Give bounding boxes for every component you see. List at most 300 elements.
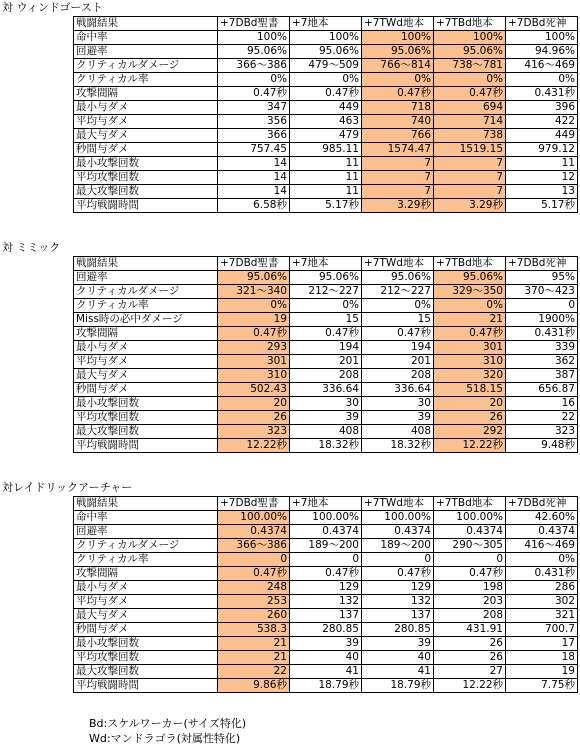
value-cell: 253 (218, 595, 290, 609)
value-cell: 0.4374 (434, 525, 506, 539)
value-cell: 0.47秒 (290, 87, 362, 101)
value-cell: 740 (362, 115, 434, 129)
table-row (74, 271, 578, 285)
value-cell: 0 (290, 553, 362, 567)
value-cell: 39 (362, 637, 434, 651)
header-cell: +7地本 (290, 497, 362, 511)
value-cell: 280.85 (362, 623, 434, 637)
header-cell: +7TWd地本 (362, 257, 434, 271)
value-cell: 310 (218, 369, 290, 383)
table-row (74, 581, 578, 595)
row-label: 平均戦闘時間 (74, 439, 218, 453)
value-cell: 0 (434, 553, 506, 567)
value-cell: 260 (218, 609, 290, 623)
value-cell: 95.06% (362, 45, 434, 59)
raydric-archer-table (73, 496, 578, 693)
row-label: 最大攻撃回数 (74, 665, 218, 679)
value-cell: 0% (434, 73, 506, 87)
row-label: 最大与ダメ (74, 609, 218, 623)
table-row (74, 31, 578, 45)
value-cell: 0.431秒 (506, 567, 578, 581)
row-label: 平均戦闘時間 (74, 679, 218, 693)
value-cell: 100.00% (434, 511, 506, 525)
row-label: 攻撃間隔 (74, 87, 218, 101)
value-cell: 21 (218, 651, 290, 665)
value-cell: 985.11 (290, 143, 362, 157)
value-cell: 129 (362, 581, 434, 595)
value-cell: 408 (290, 425, 362, 439)
value-cell: 189～200 (290, 539, 362, 553)
value-cell: 5.17秒 (506, 199, 578, 213)
note-bd: Bd:スケルワーカー(サイズ特化) (89, 717, 247, 730)
value-cell: 95.06% (218, 45, 290, 59)
value-cell: 95% (506, 271, 578, 285)
value-cell: 95.06% (290, 45, 362, 59)
value-cell: 9.48秒 (506, 439, 578, 453)
value-cell: 26 (434, 651, 506, 665)
value-cell: 39 (362, 411, 434, 425)
value-cell: 26 (434, 637, 506, 651)
value-cell: 41 (290, 665, 362, 679)
value-cell: 700.7 (506, 623, 578, 637)
value-cell: 12.22秒 (434, 679, 506, 693)
row-label: クリティカル率 (74, 73, 218, 87)
header-label-cell: 戦闘結果 (74, 257, 218, 271)
value-cell: 30 (290, 397, 362, 411)
row-label: クリティカル率 (74, 299, 218, 313)
value-cell: 366 (218, 129, 290, 143)
row-label: 攻撃間隔 (74, 567, 218, 581)
value-cell: 95.06% (434, 271, 506, 285)
value-cell: 201 (290, 355, 362, 369)
value-cell: 7 (434, 185, 506, 199)
value-cell: 7.75秒 (506, 679, 578, 693)
value-cell: 738～781 (434, 59, 506, 73)
value-cell: 757.45 (218, 143, 290, 157)
value-cell: 422 (506, 115, 578, 129)
value-cell: 714 (434, 115, 506, 129)
value-cell: 7 (362, 171, 434, 185)
table-row (74, 665, 578, 679)
row-label: クリティカルダメージ (74, 59, 218, 73)
value-cell: 408 (362, 425, 434, 439)
table-row (74, 185, 578, 199)
value-cell: 0% (362, 299, 434, 313)
value-cell: 449 (290, 101, 362, 115)
value-cell: 14 (218, 157, 290, 171)
value-cell: 26 (434, 411, 506, 425)
row-label: クリティカルダメージ (74, 539, 218, 553)
row-label: 最大与ダメ (74, 129, 218, 143)
value-cell: 19 (218, 313, 290, 327)
wind-ghost-table (73, 16, 578, 213)
header-row (74, 257, 578, 271)
value-cell: 212～227 (362, 285, 434, 299)
header-cell: +7TWd地本 (362, 17, 434, 31)
value-cell: 0% (218, 299, 290, 313)
table-row (74, 397, 578, 411)
value-cell: 1574.47 (362, 143, 434, 157)
value-cell: 7 (362, 157, 434, 171)
value-cell: 19 (506, 665, 578, 679)
value-cell: 129 (290, 581, 362, 595)
value-cell: 94.96% (506, 45, 578, 59)
value-cell: 100% (362, 31, 434, 45)
value-cell: 0.4374 (290, 525, 362, 539)
value-cell: 212～227 (290, 285, 362, 299)
table-row (74, 157, 578, 171)
value-cell: 15 (290, 313, 362, 327)
value-cell: 738 (434, 129, 506, 143)
value-cell: 302 (506, 595, 578, 609)
value-cell: 0 (362, 553, 434, 567)
table-row (74, 637, 578, 651)
row-label: 最小攻撃回数 (74, 397, 218, 411)
value-cell: 5.17秒 (290, 199, 362, 213)
value-cell: 449 (506, 129, 578, 143)
table-row (74, 199, 578, 213)
row-label: 秒間与ダメ (74, 383, 218, 397)
value-cell: 22 (506, 411, 578, 425)
row-label: 秒間与ダメ (74, 623, 218, 637)
value-cell: 42.60% (506, 511, 578, 525)
value-cell: 100% (506, 31, 578, 45)
section-title-mimic: 対 ミミック (2, 241, 61, 254)
value-cell: 336.64 (290, 383, 362, 397)
value-cell: 18 (506, 651, 578, 665)
value-cell: 310 (434, 355, 506, 369)
table-row (74, 651, 578, 665)
value-cell: 0.47秒 (218, 87, 290, 101)
value-cell: 0.47秒 (434, 567, 506, 581)
table-row (74, 679, 578, 693)
table-row (74, 411, 578, 425)
value-cell: 189～200 (362, 539, 434, 553)
table-row (74, 45, 578, 59)
value-cell: 18.79秒 (362, 679, 434, 693)
value-cell: 0.47秒 (218, 327, 290, 341)
value-cell: 387 (506, 369, 578, 383)
table-row (74, 143, 578, 157)
value-cell: 7 (434, 157, 506, 171)
table-row (74, 525, 578, 539)
row-label: 最大攻撃回数 (74, 425, 218, 439)
value-cell: 18.32秒 (362, 439, 434, 453)
value-cell: 194 (290, 341, 362, 355)
value-cell: 656.87 (506, 383, 578, 397)
value-cell: 0.47秒 (362, 87, 434, 101)
value-cell: 292 (434, 425, 506, 439)
value-cell: 7 (434, 171, 506, 185)
value-cell: 0% (290, 299, 362, 313)
value-cell: 323 (218, 425, 290, 439)
value-cell: 0.47秒 (290, 567, 362, 581)
header-cell: +7DBd聖書 (218, 497, 290, 511)
value-cell: 95.06% (218, 271, 290, 285)
value-cell: 12 (506, 171, 578, 185)
value-cell: 0.4374 (218, 525, 290, 539)
value-cell: 0% (506, 73, 578, 87)
value-cell: 132 (290, 595, 362, 609)
value-cell: 0 (218, 553, 290, 567)
row-label: 平均与ダメ (74, 115, 218, 129)
table-row (74, 101, 578, 115)
header-cell: +7TBd地本 (434, 257, 506, 271)
value-cell: 0.47秒 (362, 327, 434, 341)
value-cell: 0.47秒 (218, 567, 290, 581)
row-label: 平均戦闘時間 (74, 199, 218, 213)
value-cell: 0.431秒 (506, 327, 578, 341)
value-cell: 21 (218, 637, 290, 651)
value-cell: 95.06% (290, 271, 362, 285)
row-label: 平均攻撃回数 (74, 171, 218, 185)
value-cell: 208 (434, 609, 506, 623)
value-cell: 30 (362, 397, 434, 411)
value-cell: 198 (434, 581, 506, 595)
row-label: 最小与ダメ (74, 581, 218, 595)
value-cell: 979.12 (506, 143, 578, 157)
value-cell: 11 (290, 171, 362, 185)
value-cell: 0% (434, 299, 506, 313)
table-row (74, 129, 578, 143)
value-cell: 39 (290, 637, 362, 651)
value-cell: 0.47秒 (434, 87, 506, 101)
table-row (74, 313, 578, 327)
value-cell: 0% (290, 73, 362, 87)
section-title-wind-ghost: 対 ウィンドゴースト (2, 1, 103, 14)
value-cell: 366～386 (218, 539, 290, 553)
table-row (74, 595, 578, 609)
row-label: 命中率 (74, 31, 218, 45)
table-row (74, 355, 578, 369)
header-cell: +7TBd地本 (434, 497, 506, 511)
table-row (74, 439, 578, 453)
value-cell: 39 (290, 411, 362, 425)
value-cell: 339 (506, 341, 578, 355)
value-cell: 9.86秒 (218, 679, 290, 693)
value-cell: 766 (362, 129, 434, 143)
row-label: Miss時の必中ダメージ (74, 313, 218, 327)
value-cell: 95.06% (434, 45, 506, 59)
row-label: 最小与ダメ (74, 341, 218, 355)
value-cell: 0.431秒 (506, 87, 578, 101)
table-row (74, 73, 578, 87)
value-cell: 11 (290, 185, 362, 199)
value-cell: 323 (506, 425, 578, 439)
value-cell: 0% (506, 553, 578, 567)
row-label: 命中率 (74, 511, 218, 525)
row-label: 最小攻撃回数 (74, 157, 218, 171)
header-cell: +7DBd聖書 (218, 17, 290, 31)
value-cell: 14 (218, 171, 290, 185)
value-cell: 15 (362, 313, 434, 327)
value-cell: 0% (218, 73, 290, 87)
value-cell: 0% (362, 73, 434, 87)
value-cell: 356 (218, 115, 290, 129)
note-wd: Wd:マンドラゴラ(対属性特化) (89, 732, 241, 745)
table-row (74, 171, 578, 185)
value-cell: 321 (506, 609, 578, 623)
value-cell: 194 (362, 341, 434, 355)
value-cell: 26 (218, 411, 290, 425)
value-cell: 201 (362, 355, 434, 369)
value-cell: 0.47秒 (434, 327, 506, 341)
value-cell: 95.06% (362, 271, 434, 285)
value-cell: 20 (434, 397, 506, 411)
value-cell: 1519.15 (434, 143, 506, 157)
value-cell: 280.85 (290, 623, 362, 637)
row-label: 最大与ダメ (74, 369, 218, 383)
table-row (74, 285, 578, 299)
table-row (74, 553, 578, 567)
value-cell: 100.00% (218, 511, 290, 525)
legend-notes (89, 716, 246, 746)
value-cell: 12.22秒 (218, 439, 290, 453)
value-cell: 694 (434, 101, 506, 115)
table-row (74, 539, 578, 553)
header-cell: +7DBd死神 (506, 497, 578, 511)
value-cell: 7 (362, 185, 434, 199)
value-cell: 18.79秒 (290, 679, 362, 693)
table-row (74, 623, 578, 637)
table-row (74, 327, 578, 341)
value-cell: 286 (506, 581, 578, 595)
row-label: クリティカル率 (74, 553, 218, 567)
header-cell: +7地本 (290, 257, 362, 271)
value-cell: 479 (290, 129, 362, 143)
value-cell: 347 (218, 101, 290, 115)
row-label: 平均攻撃回数 (74, 411, 218, 425)
value-cell: 11 (290, 157, 362, 171)
value-cell: 40 (362, 651, 434, 665)
row-label: 攻撃間隔 (74, 327, 218, 341)
value-cell: 718 (362, 101, 434, 115)
value-cell: 100.00% (362, 511, 434, 525)
header-cell: +7DBd聖書 (218, 257, 290, 271)
value-cell: 3.29秒 (362, 199, 434, 213)
table-row (74, 59, 578, 73)
table-row (74, 87, 578, 101)
value-cell: 137 (362, 609, 434, 623)
value-cell: 6.58秒 (218, 199, 290, 213)
value-cell: 416～469 (506, 539, 578, 553)
row-label: 回避率 (74, 525, 218, 539)
table-row (74, 341, 578, 355)
table-row (74, 299, 578, 313)
row-label: 平均与ダメ (74, 355, 218, 369)
value-cell: 41 (362, 665, 434, 679)
value-cell: 502.43 (218, 383, 290, 397)
value-cell: 431.91 (434, 623, 506, 637)
row-label: 最小攻撃回数 (74, 637, 218, 651)
value-cell: 208 (362, 369, 434, 383)
value-cell: 1900% (506, 313, 578, 327)
header-row (74, 497, 578, 511)
value-cell: 27 (434, 665, 506, 679)
value-cell: 11 (506, 157, 578, 171)
header-label-cell: 戦闘結果 (74, 17, 218, 31)
value-cell: 3.29秒 (434, 199, 506, 213)
value-cell: 100.00% (290, 511, 362, 525)
row-label: 平均攻撃回数 (74, 651, 218, 665)
header-cell: +7地本 (290, 17, 362, 31)
value-cell: 132 (362, 595, 434, 609)
header-cell: +7DBd死神 (506, 17, 578, 31)
header-cell: +7DBd死神 (506, 257, 578, 271)
value-cell: 362 (506, 355, 578, 369)
value-cell: 301 (218, 355, 290, 369)
value-cell: 336.64 (362, 383, 434, 397)
row-label: 最小与ダメ (74, 101, 218, 115)
table-row (74, 369, 578, 383)
value-cell: 321～340 (218, 285, 290, 299)
value-cell: 290～305 (434, 539, 506, 553)
value-cell: 301 (434, 341, 506, 355)
value-cell: 248 (218, 581, 290, 595)
row-label: 回避率 (74, 271, 218, 285)
value-cell: 320 (434, 369, 506, 383)
row-label: 回避率 (74, 45, 218, 59)
row-label: 秒間与ダメ (74, 143, 218, 157)
value-cell: 538.3 (218, 623, 290, 637)
value-cell: 416～469 (506, 59, 578, 73)
value-cell: 0 (506, 299, 578, 313)
value-cell: 366～386 (218, 59, 290, 73)
table-row (74, 511, 578, 525)
value-cell: 463 (290, 115, 362, 129)
value-cell: 766～814 (362, 59, 434, 73)
header-label-cell: 戦闘結果 (74, 497, 218, 511)
value-cell: 18.32秒 (290, 439, 362, 453)
value-cell: 370～423 (506, 285, 578, 299)
table-row (74, 425, 578, 439)
value-cell: 0.4374 (362, 525, 434, 539)
value-cell: 0.4374 (506, 525, 578, 539)
value-cell: 21 (434, 313, 506, 327)
section-title-raydric-archer: 対レイドリックアーチャー (2, 481, 133, 494)
value-cell: 293 (218, 341, 290, 355)
value-cell: 329～350 (434, 285, 506, 299)
row-label: 平均与ダメ (74, 595, 218, 609)
value-cell: 14 (218, 185, 290, 199)
value-cell: 40 (290, 651, 362, 665)
table-row (74, 609, 578, 623)
mimic-table (73, 256, 578, 453)
table-row (74, 383, 578, 397)
value-cell: 16 (506, 397, 578, 411)
table-row (74, 567, 578, 581)
value-cell: 22 (218, 665, 290, 679)
value-cell: 17 (506, 637, 578, 651)
value-cell: 0.47秒 (362, 567, 434, 581)
value-cell: 100% (290, 31, 362, 45)
value-cell: 12.22秒 (434, 439, 506, 453)
row-label: 最大攻撃回数 (74, 185, 218, 199)
header-cell: +7TBd地本 (434, 17, 506, 31)
header-cell: +7TWd地本 (362, 497, 434, 511)
value-cell: 518.15 (434, 383, 506, 397)
value-cell: 137 (290, 609, 362, 623)
value-cell: 13 (506, 185, 578, 199)
value-cell: 479～509 (290, 59, 362, 73)
row-label: クリティカルダメージ (74, 285, 218, 299)
table-row (74, 115, 578, 129)
header-row (74, 17, 578, 31)
value-cell: 20 (218, 397, 290, 411)
value-cell: 100% (434, 31, 506, 45)
value-cell: 396 (506, 101, 578, 115)
value-cell: 208 (290, 369, 362, 383)
